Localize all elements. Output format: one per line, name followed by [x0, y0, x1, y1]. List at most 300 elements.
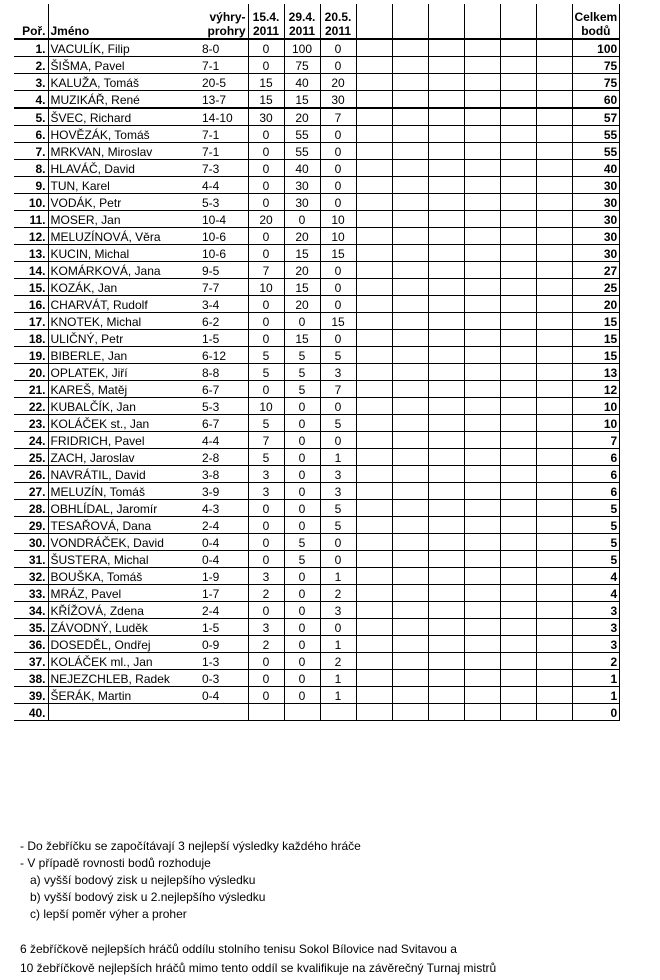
empty-cell	[536, 228, 572, 245]
total-cell: 4	[572, 568, 620, 585]
t3-cell: 1	[320, 670, 356, 687]
empty-cell	[392, 585, 428, 602]
empty-cell	[500, 415, 536, 432]
empty-cell	[464, 160, 500, 177]
name-cell: KUBALČÍK, Jan	[48, 398, 200, 415]
empty-cell	[500, 279, 536, 296]
empty-cell	[428, 432, 464, 449]
empty-cell	[356, 91, 392, 109]
empty-cell	[392, 670, 428, 687]
total-cell: 15	[572, 330, 620, 347]
t2-cell: 0	[284, 670, 320, 687]
total-cell: 5	[572, 551, 620, 568]
t1-cell: 0	[248, 143, 284, 160]
rank-cell: 9.	[14, 177, 48, 194]
winloss-cell: 3-9	[200, 483, 248, 500]
t2-cell	[284, 704, 320, 721]
t2-cell: 0	[284, 313, 320, 330]
total-cell: 30	[572, 211, 620, 228]
name-cell: VACULÍK, Filip	[48, 39, 200, 57]
name-cell: ZÁVODNÝ, Luděk	[48, 619, 200, 636]
t1-cell: 0	[248, 534, 284, 551]
empty-cell	[392, 432, 428, 449]
t2-cell: 5	[284, 364, 320, 381]
table-row	[14, 126, 620, 143]
total-cell: 4	[572, 585, 620, 602]
t2-cell: 5	[284, 381, 320, 398]
empty-cell	[428, 500, 464, 517]
empty-cell	[428, 704, 464, 721]
empty-cell	[500, 330, 536, 347]
footer-line: 10 žebříčkově nejlepších hráčů mimo tento oddíl se kvalifikuje na závěrečný Turnaj mistrů	[20, 961, 497, 975]
rank-cell: 31.	[14, 551, 48, 568]
header-t3-date: 20.5.	[324, 10, 352, 24]
name-cell: KOLÁČEK ml., Jan	[48, 653, 200, 670]
note-line: - Do žebříčku se započítávají 3 nejlepší výsledky každého hráče	[20, 839, 361, 853]
t1-cell: 5	[248, 347, 284, 364]
rank-cell: 13.	[14, 245, 48, 262]
table-row	[14, 653, 620, 670]
total-cell: 30	[572, 194, 620, 211]
empty-cell	[356, 262, 392, 279]
empty-cell	[392, 500, 428, 517]
table-row	[14, 432, 620, 449]
empty-cell	[536, 194, 572, 211]
t1-cell: 0	[248, 296, 284, 313]
name-cell: BOUŠKA, Tomáš	[48, 568, 200, 585]
empty-cell	[356, 177, 392, 194]
empty-cell	[428, 57, 464, 74]
total-cell: 60	[572, 91, 620, 109]
table-row	[14, 347, 620, 364]
t1-cell: 0	[248, 245, 284, 262]
empty-cell	[356, 126, 392, 143]
t3-cell: 7	[320, 381, 356, 398]
empty-cell	[500, 228, 536, 245]
total-cell: 30	[572, 245, 620, 262]
empty-cell	[356, 347, 392, 364]
t2-cell: 0	[284, 585, 320, 602]
empty-cell	[464, 483, 500, 500]
total-cell: 0	[572, 704, 620, 721]
empty-cell	[536, 381, 572, 398]
empty-cell	[536, 143, 572, 160]
rank-cell: 7.	[14, 143, 48, 160]
empty-cell	[500, 432, 536, 449]
t1-cell: 3	[248, 483, 284, 500]
empty-cell	[500, 143, 536, 160]
table-row	[14, 636, 620, 653]
table-row	[14, 466, 620, 483]
empty-cell	[428, 160, 464, 177]
empty-cell	[500, 245, 536, 262]
t1-cell: 5	[248, 449, 284, 466]
winloss-cell: 10-4	[200, 211, 248, 228]
table-row	[14, 670, 620, 687]
empty-cell	[428, 670, 464, 687]
header-empty-4	[464, 4, 500, 39]
empty-cell	[428, 602, 464, 619]
t2-cell: 15	[284, 330, 320, 347]
table-row	[14, 398, 620, 415]
name-cell: KOZÁK, Jan	[48, 279, 200, 296]
empty-cell	[500, 91, 536, 109]
empty-cell	[536, 74, 572, 91]
table-row	[14, 39, 620, 57]
name-cell: ŠERÁK, Martin	[48, 687, 200, 704]
table-row	[14, 415, 620, 432]
empty-cell	[356, 398, 392, 415]
total-cell: 100	[572, 39, 620, 57]
empty-cell	[464, 415, 500, 432]
name-cell: ŠUSTERA, Michal	[48, 551, 200, 568]
total-cell: 15	[572, 313, 620, 330]
empty-cell	[464, 211, 500, 228]
winloss-cell: 1-5	[200, 330, 248, 347]
empty-cell	[464, 39, 500, 57]
empty-cell	[428, 347, 464, 364]
empty-cell	[536, 245, 572, 262]
header-t1-date: 15.4.	[252, 10, 280, 24]
empty-cell	[392, 177, 428, 194]
t1-cell: 7	[248, 432, 284, 449]
winloss-cell: 6-7	[200, 415, 248, 432]
empty-cell	[392, 262, 428, 279]
empty-cell	[464, 296, 500, 313]
name-cell: CHARVÁT, Rudolf	[48, 296, 200, 313]
empty-cell	[356, 670, 392, 687]
empty-cell	[356, 313, 392, 330]
rank-cell: 38.	[14, 670, 48, 687]
empty-cell	[428, 330, 464, 347]
table-row	[14, 364, 620, 381]
empty-cell	[464, 347, 500, 364]
empty-cell	[392, 245, 428, 262]
total-cell: 25	[572, 279, 620, 296]
rank-cell: 20.	[14, 364, 48, 381]
empty-cell	[428, 177, 464, 194]
name-cell: MOSER, Jan	[48, 211, 200, 228]
total-cell: 5	[572, 534, 620, 551]
empty-cell	[356, 619, 392, 636]
empty-cell	[356, 39, 392, 57]
t3-cell: 0	[320, 160, 356, 177]
empty-cell	[428, 466, 464, 483]
winloss-cell: 0-4	[200, 551, 248, 568]
name-cell: ZACH, Jaroslav	[48, 449, 200, 466]
empty-cell	[428, 91, 464, 109]
empty-cell	[392, 568, 428, 585]
total-cell: 27	[572, 262, 620, 279]
empty-cell	[356, 602, 392, 619]
empty-cell	[392, 364, 428, 381]
t3-cell: 10	[320, 228, 356, 245]
empty-cell	[464, 670, 500, 687]
empty-cell	[464, 602, 500, 619]
total-cell: 30	[572, 228, 620, 245]
empty-cell	[392, 381, 428, 398]
empty-cell	[536, 347, 572, 364]
empty-cell	[536, 653, 572, 670]
empty-cell	[536, 177, 572, 194]
t1-cell: 0	[248, 653, 284, 670]
empty-cell	[392, 483, 428, 500]
empty-cell	[500, 466, 536, 483]
empty-cell	[536, 160, 572, 177]
t3-cell: 0	[320, 619, 356, 636]
empty-cell	[392, 39, 428, 57]
empty-cell	[500, 585, 536, 602]
t1-cell: 5	[248, 364, 284, 381]
empty-cell	[356, 534, 392, 551]
total-cell: 75	[572, 57, 620, 74]
total-cell: 55	[572, 143, 620, 160]
winloss-cell: 0-4	[200, 534, 248, 551]
empty-cell	[500, 687, 536, 704]
t3-cell: 0	[320, 143, 356, 160]
rank-cell: 3.	[14, 74, 48, 91]
empty-cell	[392, 108, 428, 126]
empty-cell	[356, 432, 392, 449]
empty-cell	[464, 568, 500, 585]
total-cell: 15	[572, 347, 620, 364]
t1-cell: 5	[248, 415, 284, 432]
empty-cell	[356, 653, 392, 670]
t3-cell: 0	[320, 279, 356, 296]
header-t2-year: 2011	[288, 24, 316, 38]
t1-cell: 0	[248, 670, 284, 687]
empty-cell	[536, 108, 572, 126]
empty-cell	[356, 74, 392, 91]
t2-cell: 0	[284, 398, 320, 415]
empty-cell	[356, 568, 392, 585]
empty-cell	[428, 126, 464, 143]
table-row	[14, 568, 620, 585]
empty-cell	[536, 568, 572, 585]
t3-cell: 20	[320, 74, 356, 91]
empty-cell	[500, 74, 536, 91]
note-line: c) lepší poměr výher a proher	[30, 907, 187, 921]
total-cell: 13	[572, 364, 620, 381]
table-row	[14, 108, 620, 126]
t1-cell: 3	[248, 466, 284, 483]
t1-cell: 0	[248, 177, 284, 194]
total-cell: 7	[572, 432, 620, 449]
empty-cell	[536, 296, 572, 313]
name-cell: HLAVÁČ, David	[48, 160, 200, 177]
total-cell: 3	[572, 636, 620, 653]
qualification-footer	[20, 940, 496, 978]
empty-cell	[356, 194, 392, 211]
empty-cell	[536, 687, 572, 704]
rank-cell: 11.	[14, 211, 48, 228]
table-row	[14, 500, 620, 517]
header-empty-3	[428, 4, 464, 39]
empty-cell	[392, 143, 428, 160]
table-row	[14, 585, 620, 602]
empty-cell	[464, 704, 500, 721]
empty-cell	[500, 126, 536, 143]
empty-cell	[428, 262, 464, 279]
name-cell: TESAŘOVÁ, Dana	[48, 517, 200, 534]
empty-cell	[464, 398, 500, 415]
empty-cell	[500, 602, 536, 619]
t3-cell: 5	[320, 415, 356, 432]
winloss-cell: 13-7	[200, 91, 248, 109]
empty-cell	[464, 432, 500, 449]
header-t2-date: 29.4.	[288, 10, 316, 24]
empty-cell	[392, 74, 428, 91]
rank-cell: 32.	[14, 568, 48, 585]
table-row	[14, 228, 620, 245]
total-cell: 2	[572, 653, 620, 670]
t3-cell: 0	[320, 194, 356, 211]
t2-cell: 0	[284, 432, 320, 449]
empty-cell	[428, 313, 464, 330]
t1-cell: 0	[248, 602, 284, 619]
t3-cell: 0	[320, 398, 356, 415]
t3-cell: 10	[320, 211, 356, 228]
empty-cell	[464, 91, 500, 109]
empty-cell	[536, 211, 572, 228]
rank-cell: 17.	[14, 313, 48, 330]
empty-cell	[536, 670, 572, 687]
empty-cell	[464, 194, 500, 211]
empty-cell	[536, 704, 572, 721]
empty-cell	[428, 636, 464, 653]
empty-cell	[428, 39, 464, 57]
empty-cell	[464, 551, 500, 568]
rank-cell: 25.	[14, 449, 48, 466]
header-total-line2: bodů	[581, 24, 611, 38]
table-row	[14, 245, 620, 262]
empty-cell	[500, 194, 536, 211]
winloss-cell: 7-1	[200, 57, 248, 74]
total-cell: 75	[572, 74, 620, 91]
t1-cell: 2	[248, 636, 284, 653]
winloss-cell: 1-7	[200, 585, 248, 602]
name-cell: VODÁK, Petr	[48, 194, 200, 211]
empty-cell	[428, 687, 464, 704]
t2-cell: 5	[284, 534, 320, 551]
t2-cell: 15	[284, 91, 320, 109]
rank-cell: 14.	[14, 262, 48, 279]
name-cell: MRKVAN, Miroslav	[48, 143, 200, 160]
name-cell: KŘÍŽOVÁ, Zdena	[48, 602, 200, 619]
rank-cell: 12.	[14, 228, 48, 245]
empty-cell	[356, 687, 392, 704]
winloss-cell: 2-4	[200, 517, 248, 534]
t3-cell: 3	[320, 483, 356, 500]
footer-line: 6 žebříčkově nejlepších hráčů oddílu stolního tenisu Sokol Bílovice nad Svitavou a	[20, 942, 457, 956]
empty-cell	[500, 57, 536, 74]
empty-cell	[536, 636, 572, 653]
empty-cell	[392, 653, 428, 670]
empty-cell	[536, 279, 572, 296]
rank-cell: 19.	[14, 347, 48, 364]
empty-cell	[500, 636, 536, 653]
rank-cell: 15.	[14, 279, 48, 296]
empty-cell	[500, 177, 536, 194]
total-cell: 10	[572, 398, 620, 415]
name-cell: TUN, Karel	[48, 177, 200, 194]
empty-cell	[464, 653, 500, 670]
name-cell	[48, 704, 200, 721]
empty-cell	[464, 57, 500, 74]
empty-cell	[464, 636, 500, 653]
empty-cell	[500, 653, 536, 670]
t3-cell: 15	[320, 245, 356, 262]
total-cell: 5	[572, 500, 620, 517]
t3-cell: 30	[320, 91, 356, 109]
empty-cell	[428, 296, 464, 313]
rank-cell: 6.	[14, 126, 48, 143]
empty-cell	[536, 398, 572, 415]
empty-cell	[536, 551, 572, 568]
t1-cell: 2	[248, 585, 284, 602]
t3-cell: 1	[320, 568, 356, 585]
header-total	[572, 4, 620, 39]
empty-cell	[536, 313, 572, 330]
winloss-cell	[200, 704, 248, 721]
rank-cell: 4.	[14, 91, 48, 109]
empty-cell	[356, 636, 392, 653]
empty-cell	[392, 619, 428, 636]
empty-cell	[392, 602, 428, 619]
rank-cell: 24.	[14, 432, 48, 449]
empty-cell	[464, 108, 500, 126]
empty-cell	[356, 449, 392, 466]
winloss-cell: 2-4	[200, 602, 248, 619]
name-cell: ULIČNÝ, Petr	[48, 330, 200, 347]
t3-cell: 5	[320, 500, 356, 517]
t3-cell: 3	[320, 364, 356, 381]
t1-cell: 3	[248, 568, 284, 585]
t1-cell: 0	[248, 330, 284, 347]
empty-cell	[356, 245, 392, 262]
winloss-cell: 5-3	[200, 194, 248, 211]
t3-cell: 0	[320, 296, 356, 313]
total-cell: 30	[572, 177, 620, 194]
empty-cell	[356, 381, 392, 398]
table-row	[14, 704, 620, 721]
name-cell: ŠVEC, Richard	[48, 108, 200, 126]
t3-cell: 3	[320, 602, 356, 619]
name-cell: KUCIN, Michal	[48, 245, 200, 262]
name-cell: DOSEDĚL, Ondřej	[48, 636, 200, 653]
table-row	[14, 279, 620, 296]
header-t1	[248, 4, 284, 39]
name-cell: KNOTEK, Michal	[48, 313, 200, 330]
winloss-cell: 10-6	[200, 228, 248, 245]
empty-cell	[464, 74, 500, 91]
total-cell: 40	[572, 160, 620, 177]
t3-cell: 0	[320, 57, 356, 74]
empty-cell	[356, 551, 392, 568]
empty-cell	[464, 126, 500, 143]
empty-cell	[500, 381, 536, 398]
winloss-cell: 14-10	[200, 108, 248, 126]
name-cell: NEJEZCHLEB, Radek	[48, 670, 200, 687]
t3-cell: 0	[320, 177, 356, 194]
winloss-cell: 0-4	[200, 687, 248, 704]
t1-cell: 20	[248, 211, 284, 228]
empty-cell	[356, 330, 392, 347]
empty-cell	[428, 279, 464, 296]
total-cell: 12	[572, 381, 620, 398]
empty-cell	[356, 211, 392, 228]
empty-cell	[428, 534, 464, 551]
